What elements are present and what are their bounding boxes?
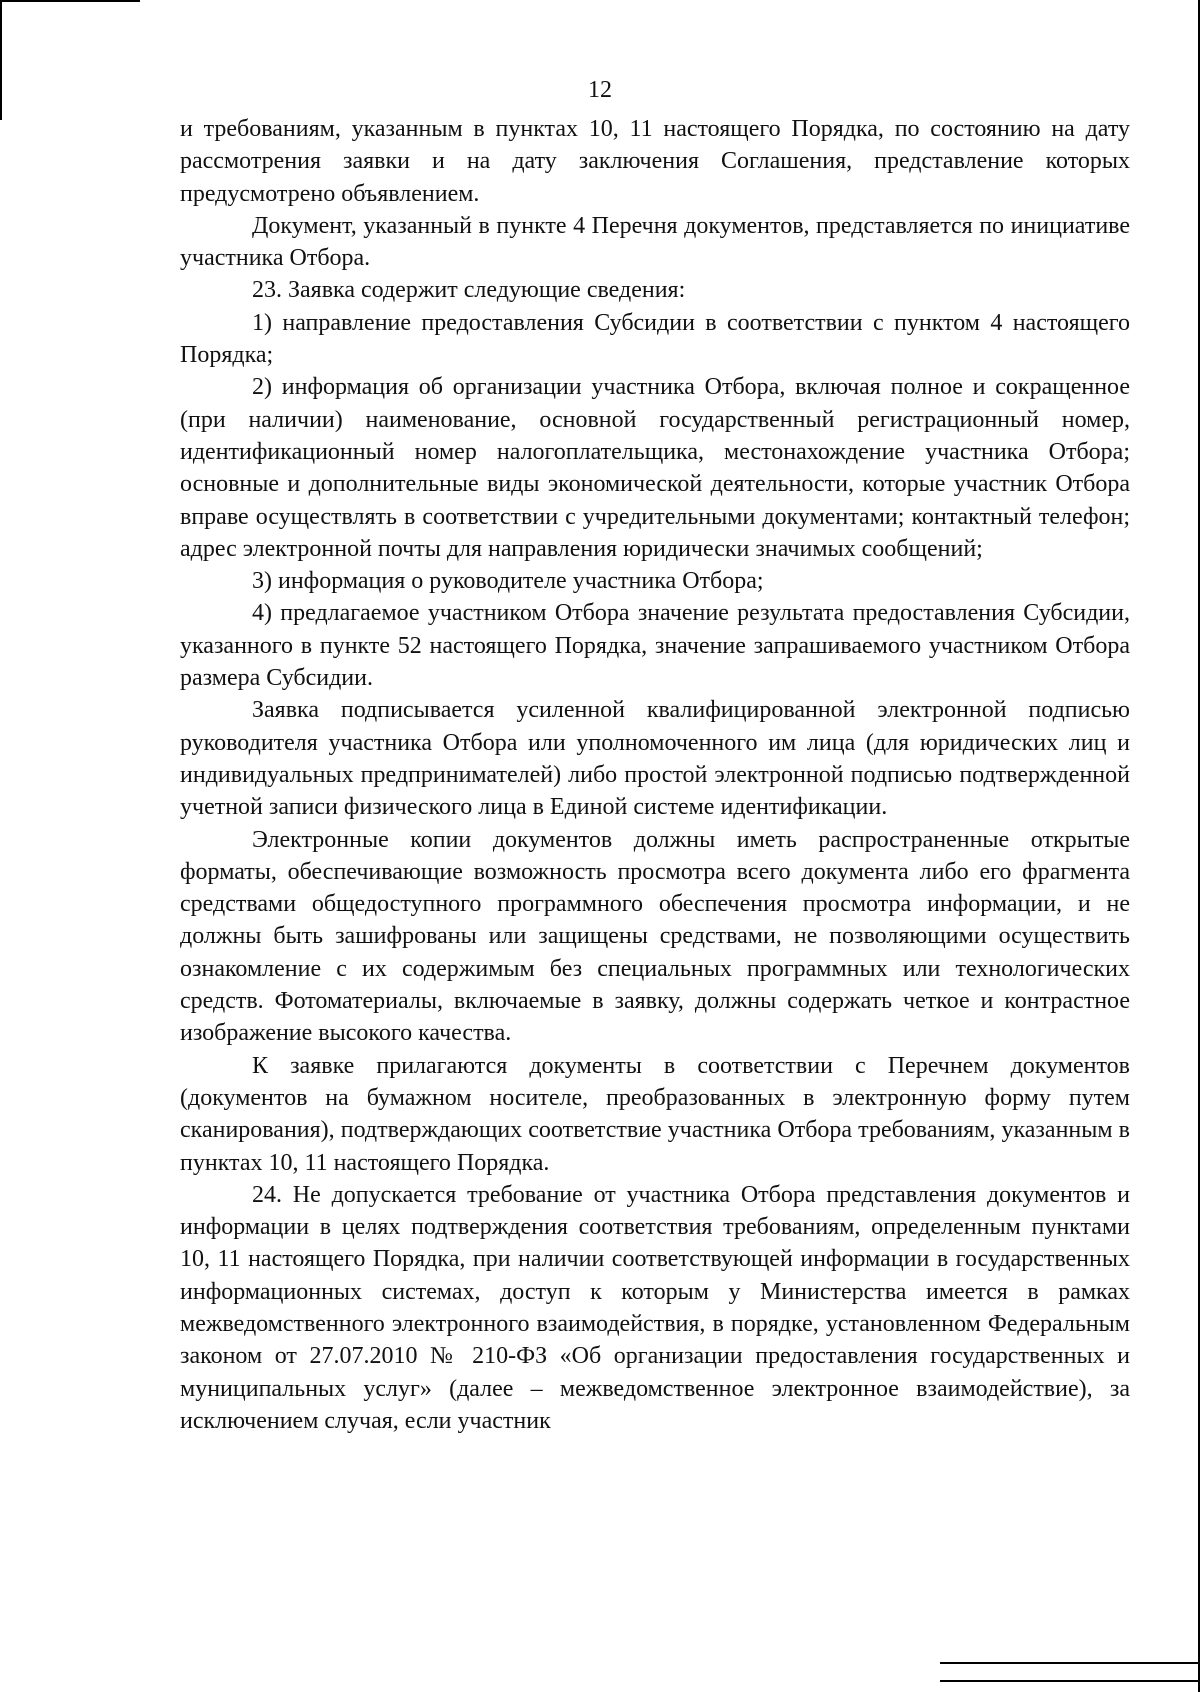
paragraph-clause-24: 24. Не допускается требование от участника Отбора представления документов и информации в целях подтверждения соответствия требованиям, определенным пунктами 10, 11 настоящего Порядка, при наличии соответствующей информации в государственных информационных системах, доступ к которым у Министерства имеется в рамках межведомственного электронного взаимодействия, в порядке, установленном Федеральным законом от 27.07.2010 № 210-ФЗ «Об организации предоставления государственных и муниципальных услуг» (далее – межведомственное электронное взаимодействие), за исключением случая, если участник xyxy=(180,1181,1130,1434)
paragraph-item-3: 3) информация о руководителе участника Отбора; xyxy=(252,568,764,595)
paragraph-item-4: 4) предлагаемое участником Отбора значение результата предоставления Субсидии, указанного в пункте 52 настоящего Порядка, значение запрашиваемого участником Отбора размера Субсидии. xyxy=(180,600,1130,692)
paragraph-electronic-copies: Электронные копии документов должны иметь распространенные открытые форматы, обеспечивающие возможность просмотра всего документа либо его фрагмента средствами общедоступного программного обеспечения просмотра информации, и не должны быть зашифрованы или защищены средствами, не позволяющими осуществить ознакомление с их содержимым без специальных программных или технологических средств. Фотоматериалы, включаемые в заявку, должны содержать четкое и контрастное изображение высокого качества. xyxy=(180,826,1130,1047)
document-body xyxy=(180,113,1130,1437)
scan-edge-top xyxy=(0,0,140,2)
page-number: 12 xyxy=(588,77,612,103)
scan-edge-bottom-right-2 xyxy=(940,1680,1200,1682)
scan-edge-bottom-right xyxy=(940,1662,1200,1664)
scan-edge-left xyxy=(0,0,2,120)
paragraph-document-note: Документ, указанный в пункте 4 Перечня документов, представляется по инициативе участника Отбора. xyxy=(180,212,1130,272)
paragraph-attachments: К заявке прилагаются документы в соответствии с Перечнем документов (документов на бумажном носителе, преобразованных в электронную форму путем сканирования), подтверждающих соответствие участника Отбора требованиям, указанным в пунктах 10, 11 настоящего Порядка. xyxy=(180,1052,1130,1176)
paragraph-clause-23: 23. Заявка содержит следующие сведения: xyxy=(252,277,686,304)
paragraph-item-2: 2) информация об организации участника Отбора, включая полное и сокращенное (при наличии) наименование, основной государственный регистрационный номер, идентификационный номер налогоплательщика, местонахождение участника Отбора; основные и дополнительные виды экономической деятельности, которые участник Отбора вправе осуществлять в соответствии с учредительными документами; контактный телефон; адрес электронной почты для направления юридически значимых сообщений; xyxy=(180,374,1130,562)
paragraph-continuation: и требованиям, указанным в пунктах 10, 11 настоящего Порядка, по состоянию на дату рассмотрения заявки и на дату заключения Соглашения, представление которых предусмотрено объявлением. xyxy=(180,116,1130,207)
paragraph-item-1: 1) направление предоставления Субсидии в соответствии с пунктом 4 настоящего Порядка; xyxy=(180,309,1130,369)
paragraph-signature: Заявка подписывается усиленной квалифицированной электронной подписью руководителя участника Отбора или уполномоченного им лица (для юридических лиц и индивидуальных предпринимателей) либо простой электронной подписью подтвержденной учетной записи физического лица в Единой системе идентификации. xyxy=(180,697,1130,821)
